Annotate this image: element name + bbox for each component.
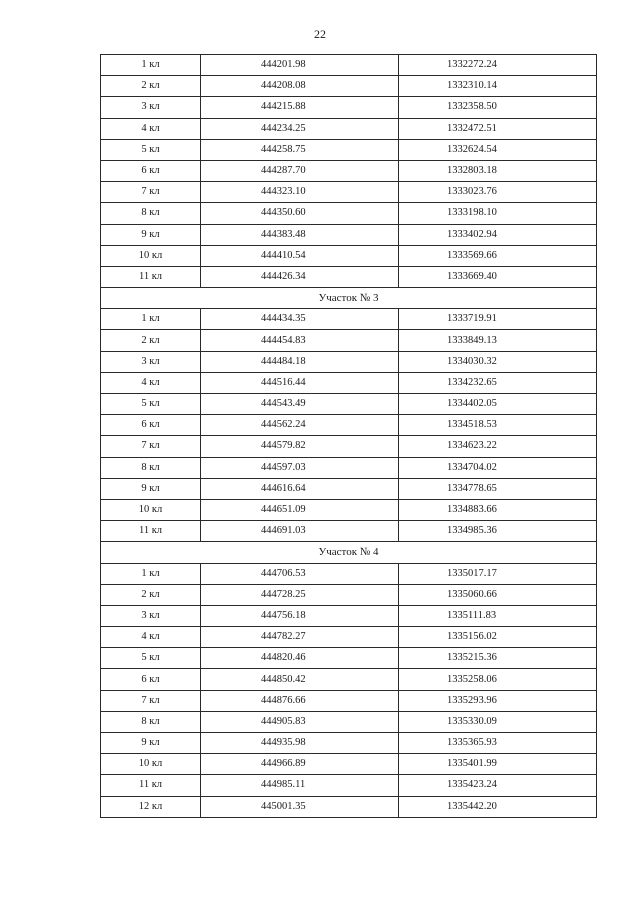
x-coordinate-cell: 444966.89 bbox=[201, 754, 399, 775]
page-number: 22 bbox=[314, 27, 326, 41]
y-coordinate-cell: 1332803.18 bbox=[399, 160, 597, 181]
table-row bbox=[101, 648, 597, 669]
x-coordinate-cell: 444651.09 bbox=[201, 499, 399, 520]
point-label-cell: 12 кл bbox=[101, 796, 201, 817]
x-coordinate-cell: 444691.03 bbox=[201, 521, 399, 542]
table-row bbox=[101, 754, 597, 775]
y-coordinate-cell: 1334883.66 bbox=[399, 499, 597, 520]
y-coordinate-cell: 1334518.53 bbox=[399, 415, 597, 436]
y-coordinate-cell: 1333849.13 bbox=[399, 330, 597, 351]
table-row bbox=[101, 118, 597, 139]
table-row bbox=[101, 733, 597, 754]
y-coordinate-cell: 1335365.93 bbox=[399, 733, 597, 754]
y-coordinate-cell: 1333569.66 bbox=[399, 245, 597, 266]
y-coordinate-cell: 1334985.36 bbox=[399, 521, 597, 542]
section-header-row bbox=[101, 288, 597, 309]
y-coordinate-cell: 1332272.24 bbox=[399, 55, 597, 76]
x-coordinate-cell: 444985.11 bbox=[201, 775, 399, 796]
table-row bbox=[101, 372, 597, 393]
table-row bbox=[101, 245, 597, 266]
point-label-cell: 4 кл bbox=[101, 118, 201, 139]
point-label-cell: 6 кл bbox=[101, 669, 201, 690]
y-coordinate-cell: 1335060.66 bbox=[399, 584, 597, 605]
point-label-cell: 6 кл bbox=[101, 415, 201, 436]
y-coordinate-cell: 1333023.76 bbox=[399, 182, 597, 203]
point-label-cell: 8 кл bbox=[101, 457, 201, 478]
table-row bbox=[101, 203, 597, 224]
y-coordinate-cell: 1334030.32 bbox=[399, 351, 597, 372]
section-header-row bbox=[101, 542, 597, 563]
x-coordinate-cell: 444410.54 bbox=[201, 245, 399, 266]
y-coordinate-cell: 1335442.20 bbox=[399, 796, 597, 817]
point-label-cell: 2 кл bbox=[101, 330, 201, 351]
coordinates-table bbox=[100, 54, 597, 818]
point-label-cell: 1 кл bbox=[101, 309, 201, 330]
y-coordinate-cell: 1334232.65 bbox=[399, 372, 597, 393]
point-label-cell: 9 кл bbox=[101, 478, 201, 499]
table-row bbox=[101, 690, 597, 711]
coordinates-table-body bbox=[101, 55, 597, 818]
x-coordinate-cell: 444516.44 bbox=[201, 372, 399, 393]
table-row bbox=[101, 309, 597, 330]
table-row bbox=[101, 182, 597, 203]
y-coordinate-cell: 1335401.99 bbox=[399, 754, 597, 775]
table-row bbox=[101, 351, 597, 372]
y-coordinate-cell: 1333669.40 bbox=[399, 266, 597, 287]
point-label-cell: 7 кл bbox=[101, 690, 201, 711]
point-label-cell: 9 кл bbox=[101, 733, 201, 754]
y-coordinate-cell: 1335156.02 bbox=[399, 627, 597, 648]
x-coordinate-cell: 444706.53 bbox=[201, 563, 399, 584]
point-label-cell: 2 кл bbox=[101, 76, 201, 97]
point-label-cell: 4 кл bbox=[101, 372, 201, 393]
y-coordinate-cell: 1332358.50 bbox=[399, 97, 597, 118]
point-label-cell: 11 кл bbox=[101, 266, 201, 287]
point-label-cell: 8 кл bbox=[101, 203, 201, 224]
table-row bbox=[101, 394, 597, 415]
table-row bbox=[101, 584, 597, 605]
x-coordinate-cell: 444454.83 bbox=[201, 330, 399, 351]
table-row bbox=[101, 711, 597, 732]
point-label-cell: 11 кл bbox=[101, 521, 201, 542]
table-row bbox=[101, 499, 597, 520]
x-coordinate-cell: 444728.25 bbox=[201, 584, 399, 605]
table-row bbox=[101, 605, 597, 626]
x-coordinate-cell: 444820.46 bbox=[201, 648, 399, 669]
table-row bbox=[101, 266, 597, 287]
x-coordinate-cell: 444543.49 bbox=[201, 394, 399, 415]
table-row bbox=[101, 775, 597, 796]
table-row bbox=[101, 436, 597, 457]
y-coordinate-cell: 1335330.09 bbox=[399, 711, 597, 732]
table-row bbox=[101, 415, 597, 436]
x-coordinate-cell: 444484.18 bbox=[201, 351, 399, 372]
point-label-cell: 3 кл bbox=[101, 97, 201, 118]
point-label-cell: 3 кл bbox=[101, 605, 201, 626]
x-coordinate-cell: 444201.98 bbox=[201, 55, 399, 76]
y-coordinate-cell: 1334623.22 bbox=[399, 436, 597, 457]
x-coordinate-cell: 444215.88 bbox=[201, 97, 399, 118]
point-label-cell: 10 кл bbox=[101, 245, 201, 266]
y-coordinate-cell: 1333198.10 bbox=[399, 203, 597, 224]
table-row bbox=[101, 796, 597, 817]
table-row bbox=[101, 139, 597, 160]
x-coordinate-cell: 444782.27 bbox=[201, 627, 399, 648]
x-coordinate-cell: 445001.35 bbox=[201, 796, 399, 817]
point-label-cell: 8 кл bbox=[101, 711, 201, 732]
table-row bbox=[101, 97, 597, 118]
table-row bbox=[101, 627, 597, 648]
y-coordinate-cell: 1335017.17 bbox=[399, 563, 597, 584]
point-label-cell: 1 кл bbox=[101, 55, 201, 76]
y-coordinate-cell: 1335215.36 bbox=[399, 648, 597, 669]
x-coordinate-cell: 444597.03 bbox=[201, 457, 399, 478]
x-coordinate-cell: 444323.10 bbox=[201, 182, 399, 203]
x-coordinate-cell: 444287.70 bbox=[201, 160, 399, 181]
x-coordinate-cell: 444579.82 bbox=[201, 436, 399, 457]
table-row bbox=[101, 563, 597, 584]
x-coordinate-cell: 444350.60 bbox=[201, 203, 399, 224]
table-row bbox=[101, 76, 597, 97]
x-coordinate-cell: 444383.48 bbox=[201, 224, 399, 245]
y-coordinate-cell: 1334704.02 bbox=[399, 457, 597, 478]
y-coordinate-cell: 1335293.96 bbox=[399, 690, 597, 711]
x-coordinate-cell: 444434.35 bbox=[201, 309, 399, 330]
table-row bbox=[101, 521, 597, 542]
point-label-cell: 7 кл bbox=[101, 436, 201, 457]
table-row bbox=[101, 478, 597, 499]
y-coordinate-cell: 1332472.51 bbox=[399, 118, 597, 139]
x-coordinate-cell: 444850.42 bbox=[201, 669, 399, 690]
point-label-cell: 5 кл bbox=[101, 139, 201, 160]
section-title: Участок № 4 bbox=[101, 542, 597, 563]
x-coordinate-cell: 444756.18 bbox=[201, 605, 399, 626]
x-coordinate-cell: 444935.98 bbox=[201, 733, 399, 754]
x-coordinate-cell: 444208.08 bbox=[201, 76, 399, 97]
point-label-cell: 10 кл bbox=[101, 754, 201, 775]
point-label-cell: 1 кл bbox=[101, 563, 201, 584]
table-row bbox=[101, 224, 597, 245]
x-coordinate-cell: 444258.75 bbox=[201, 139, 399, 160]
y-coordinate-cell: 1335258.06 bbox=[399, 669, 597, 690]
x-coordinate-cell: 444234.25 bbox=[201, 118, 399, 139]
x-coordinate-cell: 444616.64 bbox=[201, 478, 399, 499]
y-coordinate-cell: 1333719.91 bbox=[399, 309, 597, 330]
x-coordinate-cell: 444426.34 bbox=[201, 266, 399, 287]
point-label-cell: 7 кл bbox=[101, 182, 201, 203]
y-coordinate-cell: 1335111.83 bbox=[399, 605, 597, 626]
point-label-cell: 11 кл bbox=[101, 775, 201, 796]
point-label-cell: 5 кл bbox=[101, 394, 201, 415]
point-label-cell: 4 кл bbox=[101, 627, 201, 648]
y-coordinate-cell: 1333402.94 bbox=[399, 224, 597, 245]
y-coordinate-cell: 1334402.05 bbox=[399, 394, 597, 415]
table-row bbox=[101, 669, 597, 690]
table-row bbox=[101, 330, 597, 351]
point-label-cell: 6 кл bbox=[101, 160, 201, 181]
section-title: Участок № 3 bbox=[101, 288, 597, 309]
x-coordinate-cell: 444905.83 bbox=[201, 711, 399, 732]
point-label-cell: 9 кл bbox=[101, 224, 201, 245]
y-coordinate-cell: 1334778.65 bbox=[399, 478, 597, 499]
point-label-cell: 5 кл bbox=[101, 648, 201, 669]
y-coordinate-cell: 1332310.14 bbox=[399, 76, 597, 97]
table-row bbox=[101, 457, 597, 478]
y-coordinate-cell: 1335423.24 bbox=[399, 775, 597, 796]
point-label-cell: 10 кл bbox=[101, 499, 201, 520]
table-row bbox=[101, 55, 597, 76]
point-label-cell: 2 кл bbox=[101, 584, 201, 605]
x-coordinate-cell: 444562.24 bbox=[201, 415, 399, 436]
y-coordinate-cell: 1332624.54 bbox=[399, 139, 597, 160]
table-row bbox=[101, 160, 597, 181]
point-label-cell: 3 кл bbox=[101, 351, 201, 372]
x-coordinate-cell: 444876.66 bbox=[201, 690, 399, 711]
